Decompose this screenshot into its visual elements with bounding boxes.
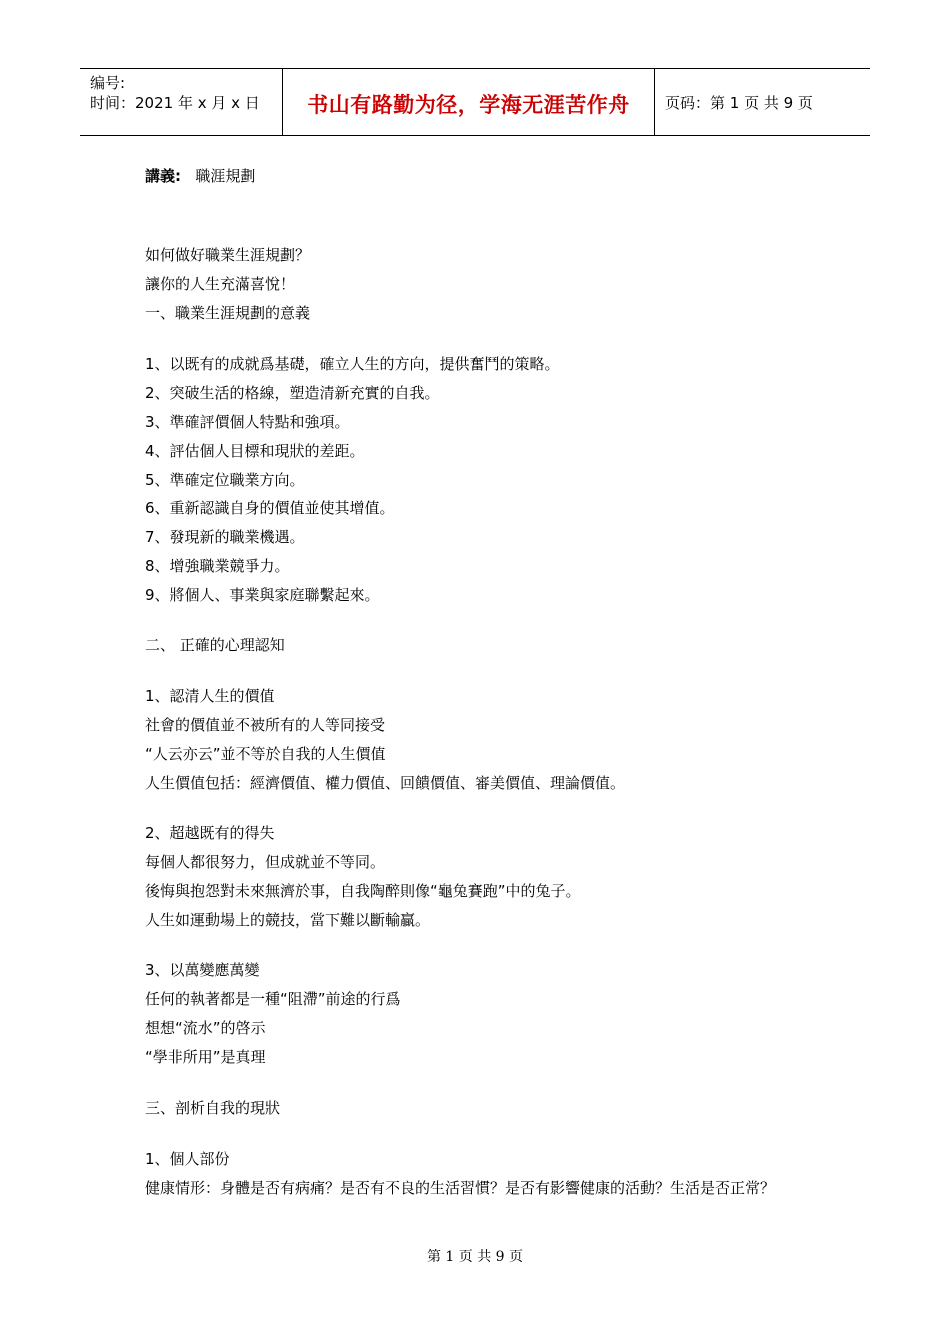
document-number-label: 编号: [90,74,126,92]
list-item: 8、增強職業競爭力。 [145,557,290,575]
header-meta [80,69,283,135]
subsection-heading: 1、認清人生的價值 [145,687,275,705]
header-page-info: 页码：第 1 页 共 9 页 [665,93,813,112]
list-item: 4、評估個人目標和現狀的差距。 [145,442,365,460]
list-item: 3、準確評價個人特點和強項。 [145,413,350,431]
paragraph-line: 人生如運動場上的競技，當下難以斷輸贏。 [145,911,431,929]
paragraph-line: “人云亦云”並不等於自我的人生價值 [145,745,386,763]
section-heading-2: 二、 正確的心理認知 [145,636,285,654]
lecture-label: 講義: [145,167,181,185]
paragraph-line: 社會的價值並不被所有的人等同接受 [145,716,386,734]
paragraph-line: 想想“流水”的啓示 [145,1019,266,1037]
lecture-heading [145,166,255,186]
paragraph-line: 每個人都很努力，但成就並不等同。 [145,853,386,871]
intro-question: 如何做好職業生涯規劃？ [145,246,311,264]
list-item: 6、重新認識自身的價值並使其增值。 [145,499,395,517]
list-item: 1、以既有的成就爲基礎，確立人生的方向，提供奮鬥的策略。 [145,355,560,373]
header-motto: 书山有路勤为径，学海无涯苦作舟 [283,69,655,135]
list-item: 5、準確定位職業方向。 [145,471,305,489]
list-item: 7、發現新的職業機遇。 [145,528,305,546]
list-item: 9、將個人、事業與家庭聯繫起來。 [145,586,380,604]
subsection-heading: 2、超越既有的得失 [145,824,275,842]
intro-statement: 讓你的人生充滿喜悅！ [145,275,296,293]
paragraph-line: 健康情形：身體是否有病痛？是否有不良的生活習慣？是否有影響健康的活動？生活是否正常？ [145,1179,776,1197]
page-footer: 第 1 页 共 9 页 [426,1249,524,1265]
page-header [80,68,870,136]
section-heading-1: 一、職業生涯規劃的意義 [145,304,311,322]
document-date: 时间：2021 年 x 月 x 日 [90,94,260,112]
paragraph-line: “學非所用”是真理 [145,1048,266,1066]
subsection-heading: 3、以萬變應萬變 [145,961,260,979]
lecture-title: 職涯規劃 [195,167,256,185]
paragraph-line: 後悔與抱怨對未來無濟於事，自我陶醉則像“龜兔賽跑”中的兔子。 [145,882,581,900]
section-heading-3: 三、剖析自我的現狀 [145,1099,281,1117]
paragraph-line: 任何的執著都是一種“阻滯”前途的行爲 [145,990,401,1008]
list-item: 2、突破生活的格線，塑造清新充實的自我。 [145,384,440,402]
paragraph-line: 人生價值包括：經濟價值、權力價值、回饋價值、審美價值、理論價值。 [145,774,626,792]
subsection-heading: 1、個人部份 [145,1150,230,1168]
